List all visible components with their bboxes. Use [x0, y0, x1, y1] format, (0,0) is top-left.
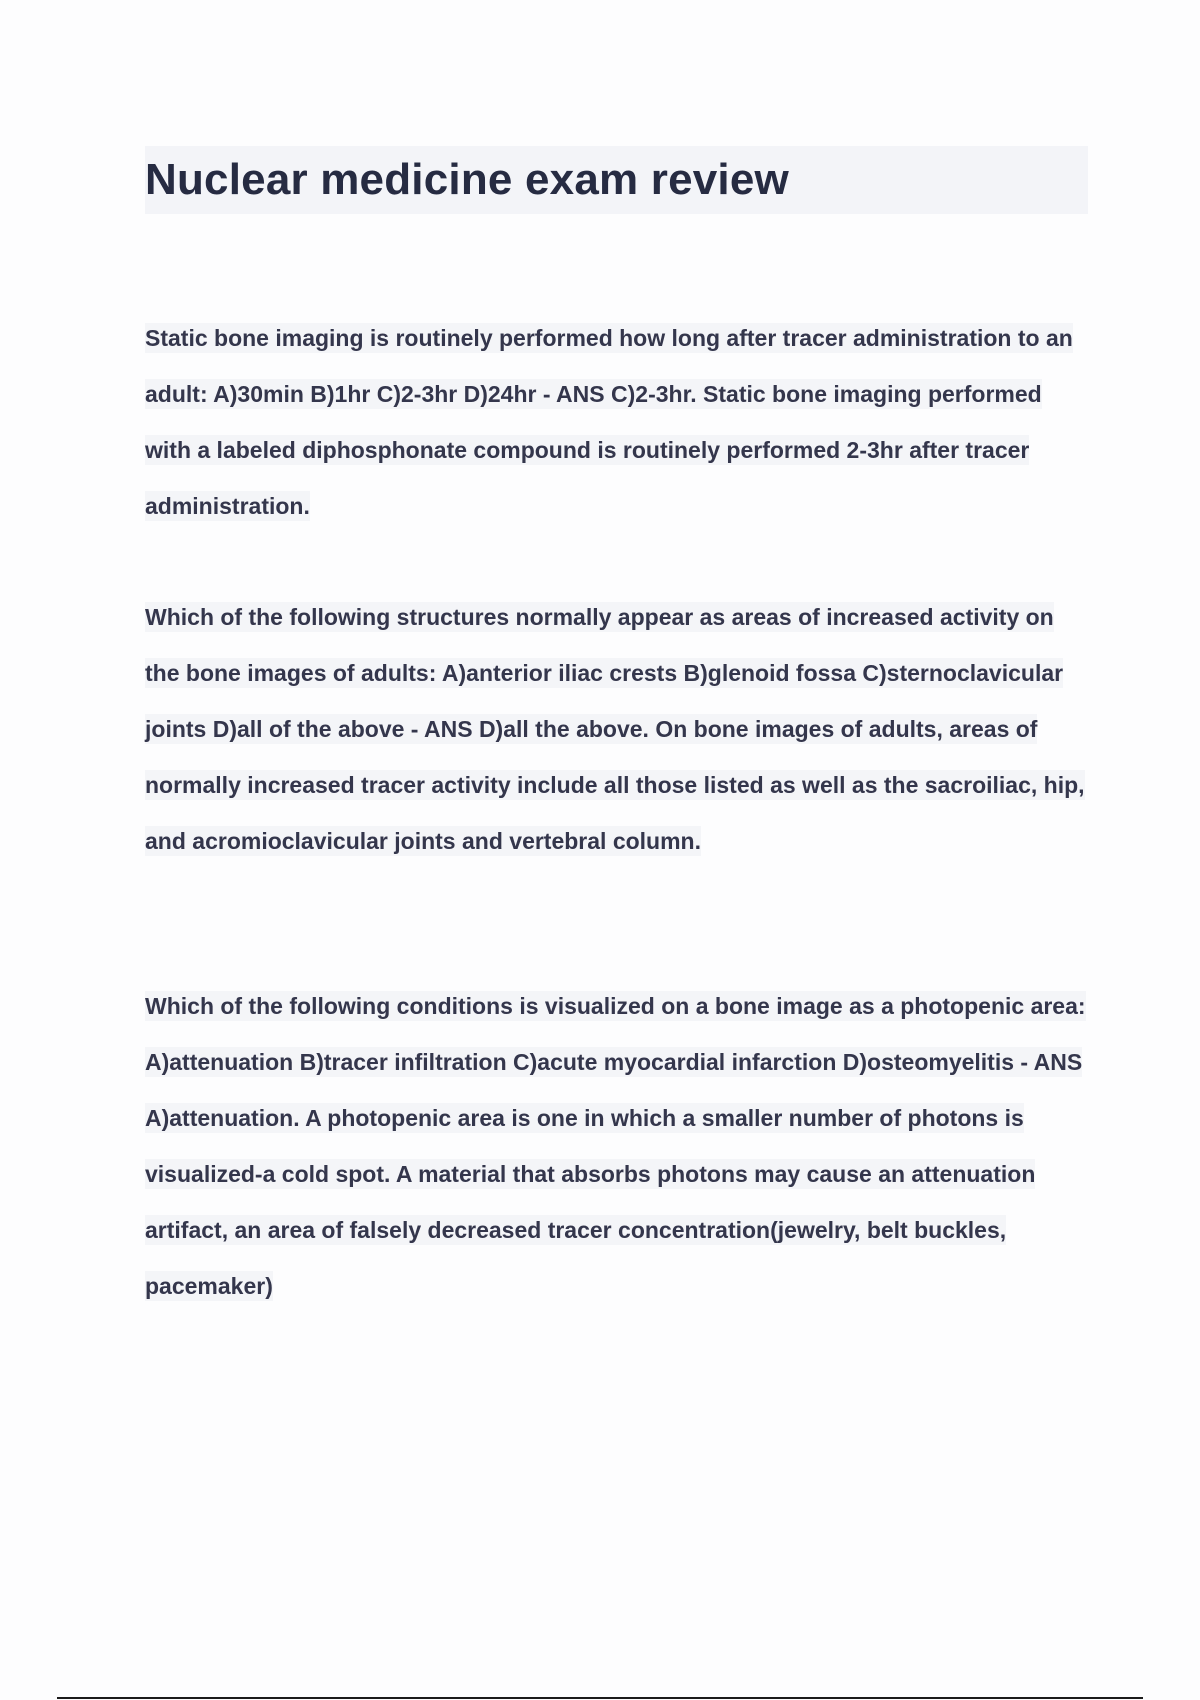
footer-divider [57, 1697, 1143, 1699]
qa-text: Which of the following conditions is visualized on a bone image as a photopenic area: A)attenuation B)tracer infiltration C)acute myocardial infarction D)osteomyelitis - ANS A)attenuation. A photopenic area is one in which a smaller number of photons is visualized-a cold spot. A material that absorbs photons may cause an attenuation artifact, an area of falsely decreased tracer concentration(jewelry, belt buckles, pacemaker) [145, 993, 1086, 1299]
qa-text: Static bone imaging is routinely performed how long after tracer administration to an adult: A)30min B)1hr C)2-3hr D)24hr - ANS C)2-3hr. Static bone imaging performed with a labeled diphosphonate compound is routinely performed 2-3hr after tracer administration. [145, 325, 1073, 519]
qa-entry [145, 589, 1090, 869]
qa-entry [145, 310, 1090, 534]
qa-entry [145, 978, 1090, 1314]
page-title: Nuclear medicine exam review [145, 155, 789, 204]
qa-text: Which of the following structures normally appear as areas of increased activity on the bone images of adults: A)anterior iliac crests B)glenoid fossa C)sternoclavicular joints D)all of the above - ANS D)all the above. On bone images of adults, areas of normally increased tracer activity include all those listed as well as the sacroiliac, hip, and acromioclavicular joints and vertebral column. [145, 604, 1085, 854]
